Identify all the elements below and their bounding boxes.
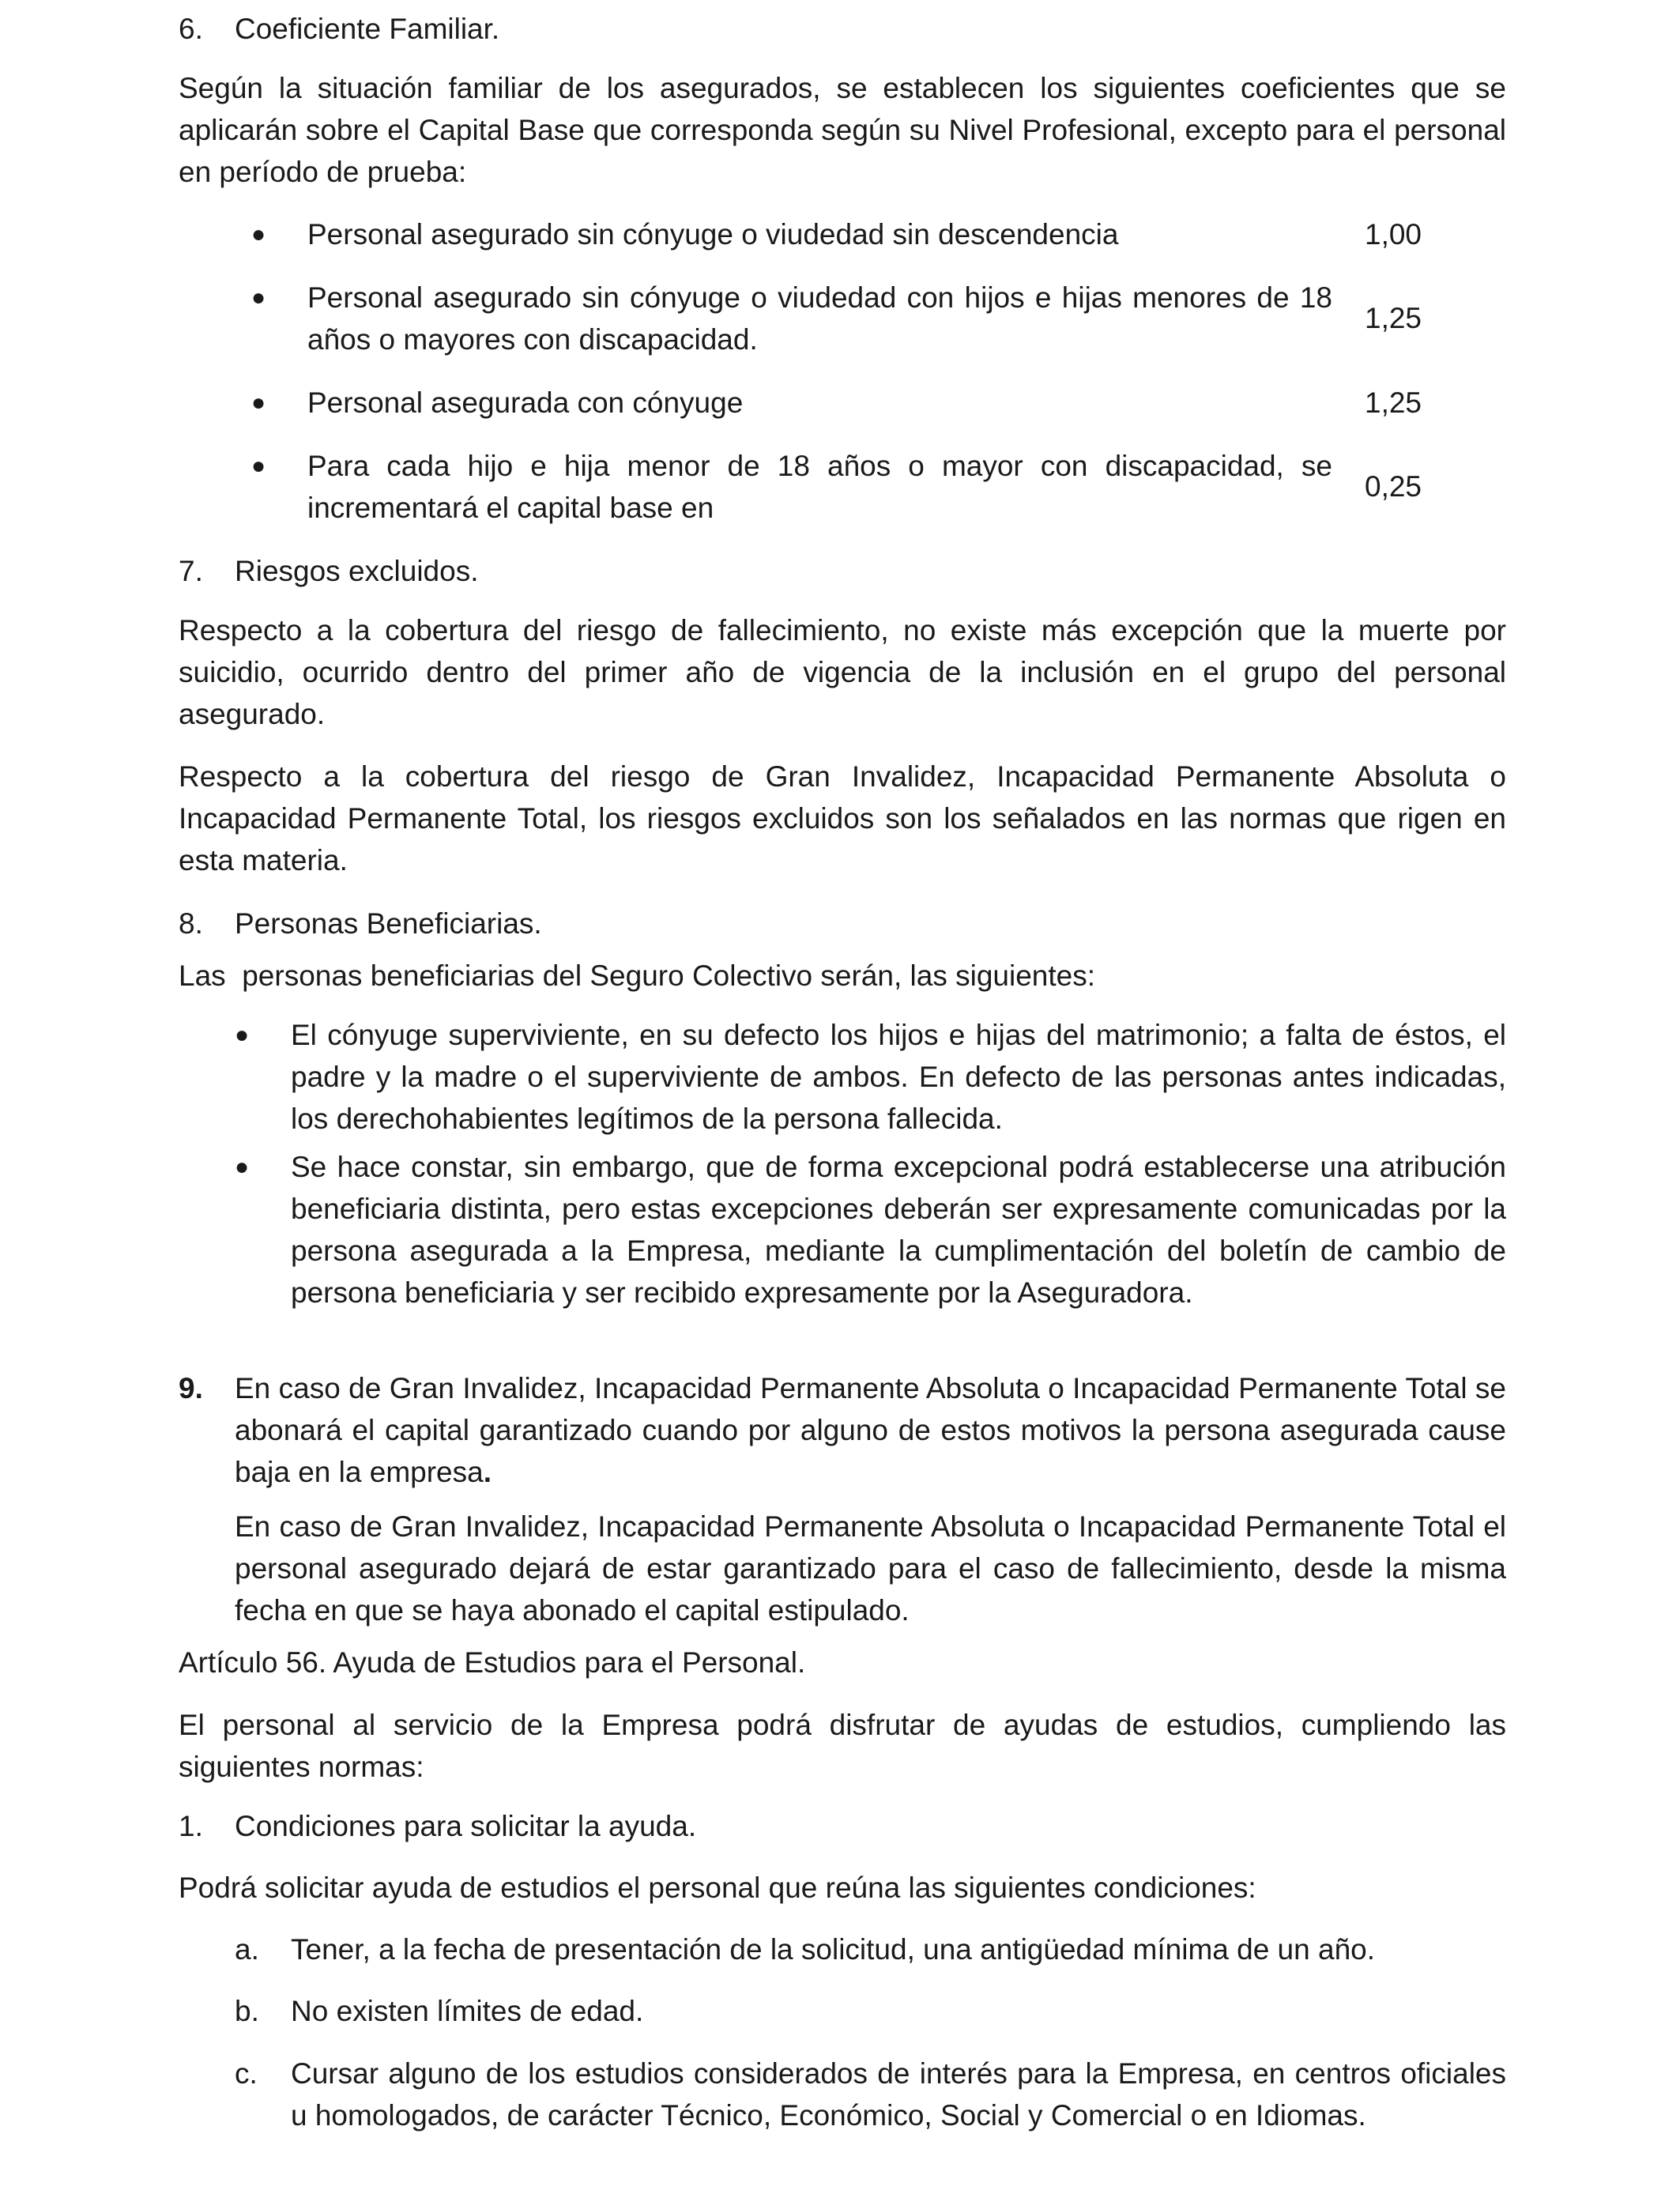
- article-56-heading: Artículo 56. Ayuda de Estudios para el Personal.: [179, 1646, 806, 1679]
- condition-letter: c.: [235, 2057, 258, 2090]
- coefficient-row-text: Personal asegurada con cónyuge: [307, 386, 744, 419]
- section-7-paragraph-2: Respecto a la cobertura del riesgo de Gran Invalidez, Incapacidad Permanente Absoluta o Incapacidad Permanente Total, los riesgos excluidos son los señalados en las normas que rigen en esta materia.: [179, 760, 1506, 876]
- section-7-title: Riesgos excluidos.: [235, 555, 479, 587]
- bullet-icon: ●: [251, 453, 266, 479]
- condition-text: No existen límites de edad.: [291, 1995, 644, 2027]
- section-9-paragraph-1-end: .: [483, 1456, 492, 1488]
- subsection-1-title: Condiciones para solicitar la ayuda.: [235, 1810, 697, 1842]
- coefficient-row-value: 1,00: [1365, 218, 1422, 251]
- condition-text: Tener, a la fecha de presentación de la solicitud, una antigüedad mínima de un año.: [291, 1933, 1375, 1966]
- coefficient-row-value: 1,25: [1365, 386, 1422, 419]
- section-9-number: 9.: [179, 1372, 203, 1404]
- section-8-intro: Las personas beneficiarias del Seguro Colectivo serán, las siguientes:: [179, 959, 1095, 992]
- bullet-icon: ●: [251, 390, 266, 416]
- coefficient-row-text: Para cada hijo e hija menor de 18 años o mayor con discapacidad, se incrementará el capital base en: [307, 450, 1332, 524]
- section-9-paragraph-1: [235, 1367, 1506, 1493]
- section-7-number: 7.: [179, 555, 203, 587]
- subsection-1-intro: Podrá solicitar ayuda de estudios el personal que reúna las siguientes condiciones:: [179, 1872, 1256, 1904]
- condition-text: Cursar alguno de los estudios considerados de interés para la Empresa, en centros oficiales u homologados, de carácter Técnico, Económico, Social y Comercial o en Idiomas.: [291, 2057, 1506, 2132]
- bullet-icon: ●: [251, 285, 266, 311]
- section-6-intro: Según la situación familiar de los asegurados, se establecen los siguientes coeficientes que se aplicarán sobre el Capital Base que corresponda según su Nivel Profesional, excepto para el personal en período de prueba:: [179, 72, 1506, 188]
- article-56-intro: El personal al servicio de la Empresa podrá disfrutar de ayudas de estudios, cumpliendo las siguientes normas:: [179, 1709, 1506, 1783]
- section-9-paragraph-2: En caso de Gran Invalidez, Incapacidad Permanente Absoluta o Incapacidad Permanente Total el personal asegurado dejará de estar garantizado para el caso de fallecimiento, desde la misma fecha en que se haya abonado el capital estipulado.: [235, 1510, 1506, 1627]
- coefficient-row-text: Personal asegurado sin cónyuge o viudedad sin descendencia: [307, 218, 1119, 251]
- section-6-title: Coeficiente Familiar.: [235, 13, 500, 45]
- coefficient-row-text: Personal asegurado sin cónyuge o viudedad con hijos e hijas menores de 18 años o mayores con discapacidad.: [307, 281, 1332, 356]
- subsection-1-number: 1.: [179, 1810, 203, 1842]
- beneficiary-bullet: Se hace constar, sin embargo, que de forma excepcional podrá establecerse una atribución beneficiaria distinta, pero estas excepciones deberán ser expresamente comunicadas por la persona asegurada a la Empresa, mediante la cumplimentación del boletín de cambio de persona beneficiaria y ser recibido expresamente por la Aseguradora.: [291, 1151, 1506, 1309]
- bullet-icon: ●: [251, 221, 266, 247]
- beneficiary-bullet: El cónyuge superviviente, en su defecto los hijos e hijas del matrimonio; a falta de éstos, el padre y la madre o el superviviente de ambos. En defecto de las personas antes indicadas, los derechohabientes legítimos de la persona fallecida.: [291, 1019, 1506, 1135]
- coefficient-row-value: 1,25: [1365, 302, 1422, 334]
- section-8-number: 8.: [179, 907, 203, 940]
- section-6-number: 6.: [179, 13, 203, 45]
- section-8-title: Personas Beneficiarias.: [235, 907, 542, 940]
- section-9-paragraph-1-text: En caso de Gran Invalidez, Incapacidad Permanente Absoluta o Incapacidad Permanente Total se abonará el capital garantizado cuando por alguno de estos motivos la persona asegurada cause baja en la empresa: [235, 1372, 1506, 1488]
- coefficient-row-value: 0,25: [1365, 470, 1422, 503]
- bullet-icon: ●: [235, 1022, 250, 1048]
- condition-letter: b.: [235, 1995, 259, 2027]
- section-7-paragraph-1: Respecto a la cobertura del riesgo de fallecimiento, no existe más excepción que la muerte por suicidio, ocurrido dentro del primer año de vigencia de la inclusión en el grupo del personal asegurado.: [179, 614, 1506, 730]
- bullet-icon: ●: [235, 1154, 250, 1180]
- condition-letter: a.: [235, 1933, 259, 1966]
